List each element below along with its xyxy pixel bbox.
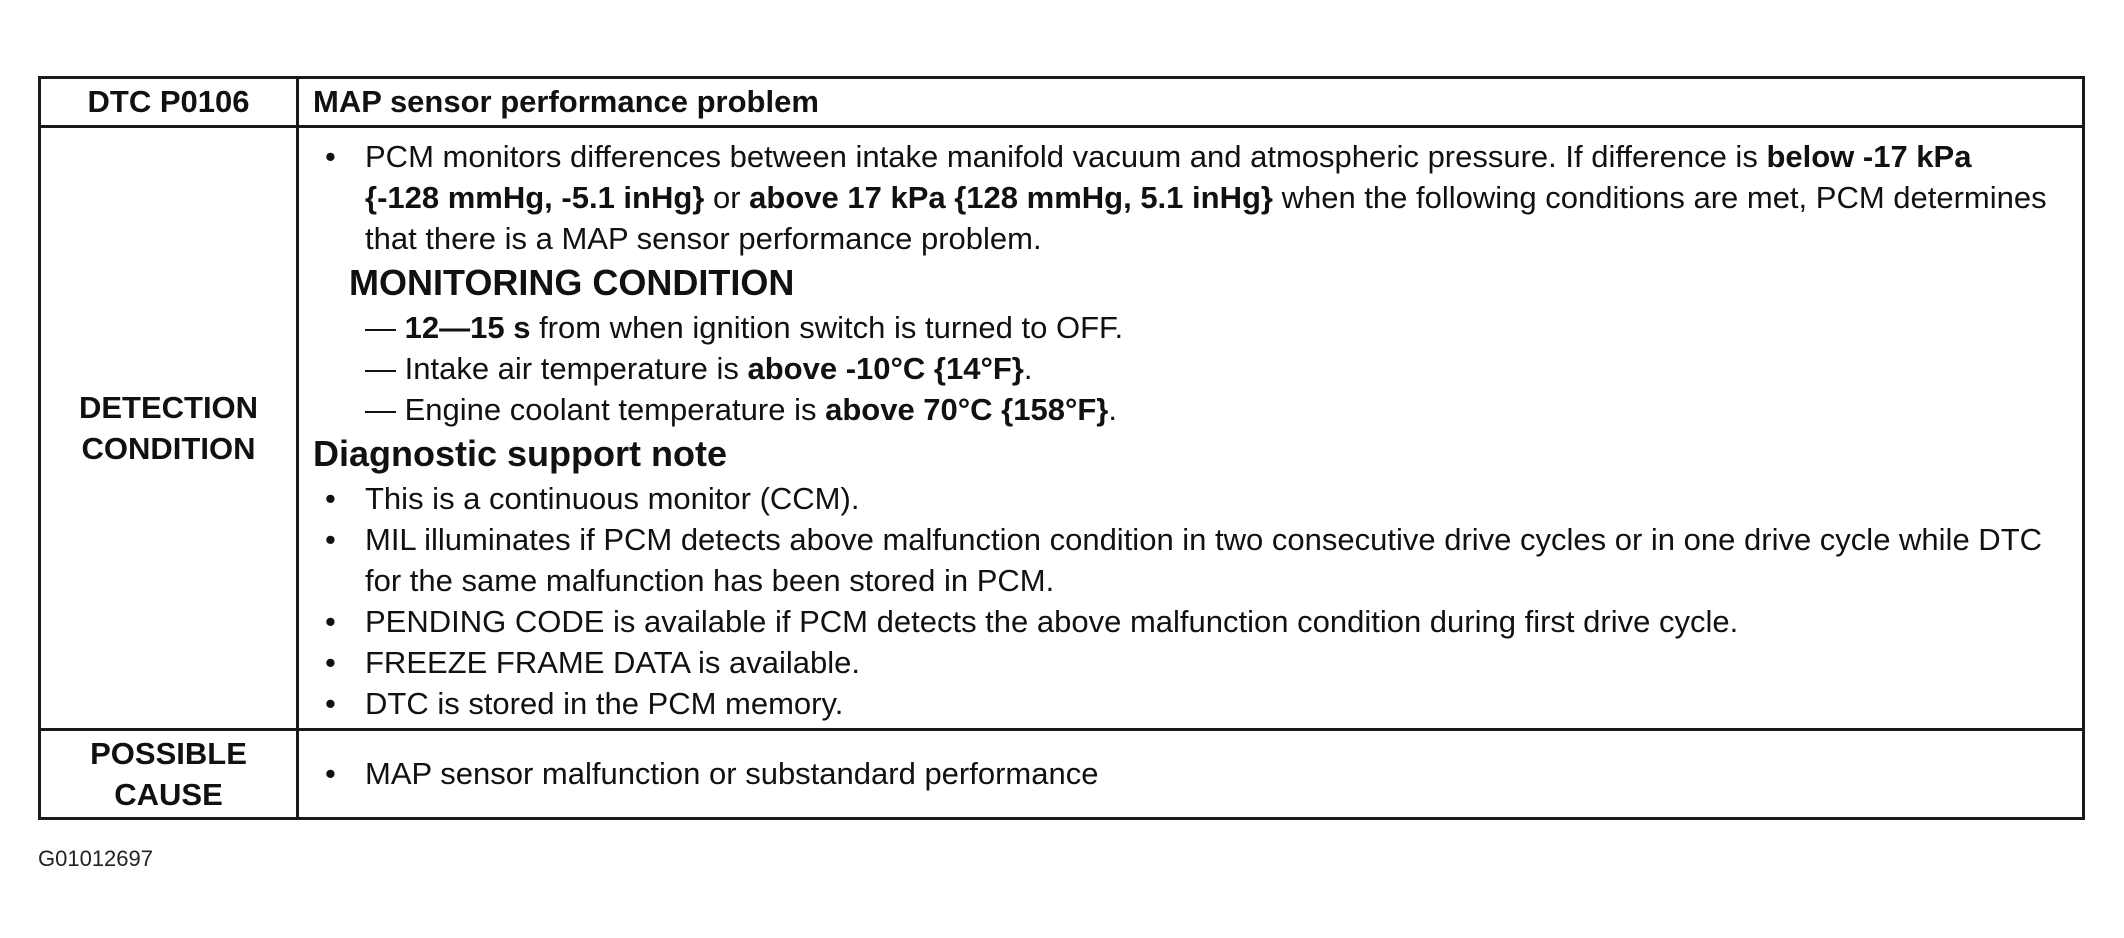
dtc-sheet: [38, 76, 2082, 820]
condition-item: [313, 307, 2052, 348]
detection-label-line1: DETECTION: [78, 390, 259, 425]
dtc-title: MAP sensor performance problem: [298, 78, 2084, 127]
condition-suffix: .: [1023, 351, 1033, 386]
support-list: [313, 478, 2052, 724]
condition-item: [313, 348, 2052, 389]
cause-item: • MAP sensor malfunction or substandard performance: [313, 756, 2068, 792]
support-note: • PENDING CODE is available if PCM detects the above malfunction condition during first drive cycle.: [313, 601, 2052, 642]
intro-text-2: or: [704, 180, 750, 215]
detection-label-line2: CONDITION: [81, 431, 256, 466]
intro-list: [313, 136, 2052, 259]
condition-value: 12—15 s: [404, 310, 531, 345]
intro-threshold-low: below -17 kPa {-128 mmHg, -5.1 inHg}: [365, 139, 1972, 215]
condition-item: [313, 389, 2052, 430]
condition-suffix: .: [1108, 392, 1117, 427]
intro-text-1: PCM monitors differences between intake manifold vacuum and atmospheric pressure. If difference is: [365, 139, 1767, 174]
intro-text-3: when the following conditions are met, PCM determines that there is a MAP sensor performance problem.: [365, 180, 2047, 256]
cause-list: [313, 756, 2068, 792]
dtc-code: DTC P0106: [40, 78, 298, 127]
detection-content: [298, 127, 2084, 730]
detection-row: [40, 127, 2084, 730]
header-row: [40, 78, 2084, 127]
intro-item: [313, 136, 2052, 259]
condition-prefix: —: [365, 310, 405, 345]
support-note: • MIL illuminates if PCM detects above malfunction condition in two consecutive drive cycles or in one drive cycle while DTC for the same malfunction has been stored in PCM.: [313, 519, 2052, 601]
figure-id: G01012697: [38, 846, 153, 871]
condition-prefix: — Intake air temperature is: [365, 351, 748, 386]
cause-content: [298, 730, 2084, 819]
condition-value: above 70°C {158°F}: [825, 392, 1109, 427]
support-heading: Diagnostic support note: [313, 433, 727, 474]
condition-value: above -10°C {14°F}: [747, 351, 1024, 386]
cause-label: [40, 730, 298, 819]
cause-label-line2: CAUSE: [114, 777, 223, 812]
support-note: • FREEZE FRAME DATA is available.: [313, 642, 2052, 683]
dtc-table: [38, 76, 2085, 820]
monitoring-heading: MONITORING CONDITION: [349, 262, 795, 303]
cause-label-line1: POSSIBLE: [90, 736, 247, 771]
condition-suffix: from when ignition switch is turned to OFF.: [530, 310, 1124, 345]
detection-label: [40, 127, 298, 730]
condition-prefix: — Engine coolant temperature is: [365, 392, 826, 427]
support-note: • This is a continuous monitor (CCM).: [313, 478, 2052, 519]
support-note: • DTC is stored in the PCM memory.: [313, 683, 2052, 724]
cause-row: [40, 730, 2084, 819]
intro-threshold-high: above 17 kPa {128 mmHg, 5.1 inHg}: [749, 180, 1273, 215]
